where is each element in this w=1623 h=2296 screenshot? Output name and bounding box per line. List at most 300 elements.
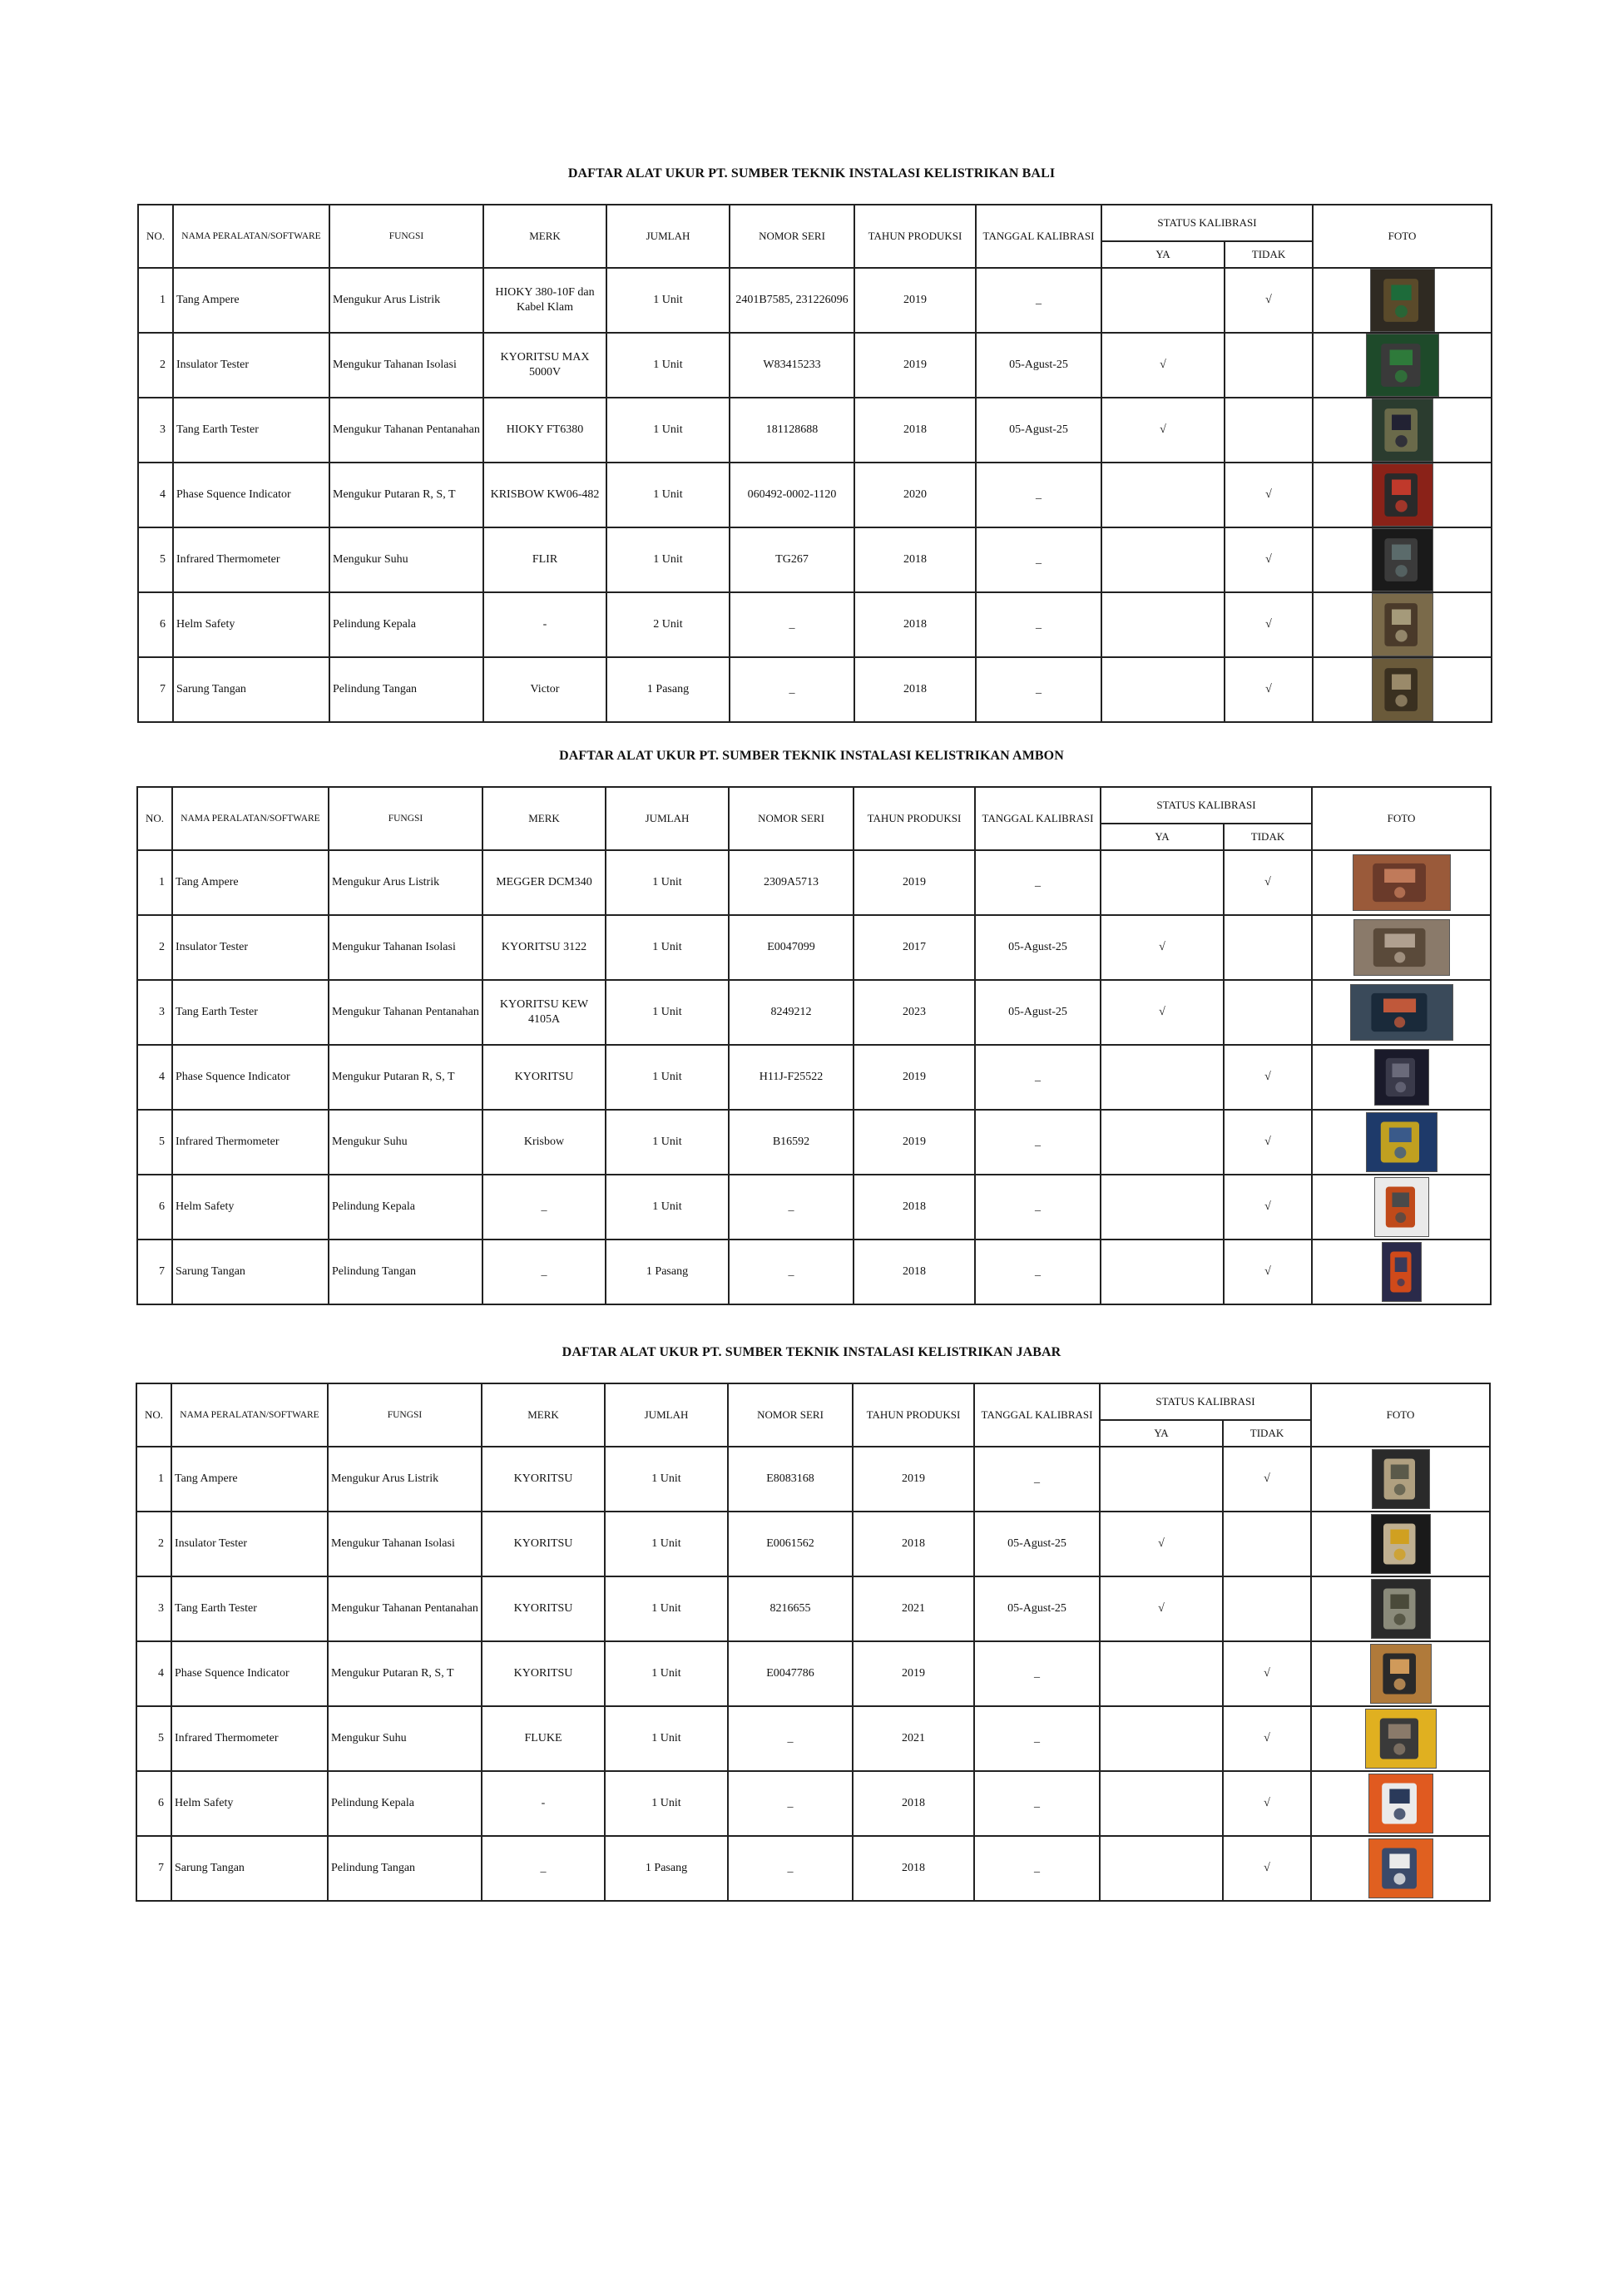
cell-nomor-seri: E8083168 — [728, 1447, 853, 1512]
cell-no: 2 — [136, 1512, 171, 1576]
cell-fungsi: Mengukur Arus Listrik — [328, 1447, 482, 1512]
equipment-photo — [1368, 1774, 1433, 1833]
cell-nomor-seri: _ — [728, 1836, 853, 1901]
cell-jumlah: 1 Unit — [606, 398, 730, 463]
cell-jumlah: 1 Unit — [605, 1512, 728, 1576]
cell-fungsi: Mengukur Putaran R, S, T — [328, 1641, 482, 1706]
cell-tidak-check: √ — [1223, 1771, 1311, 1836]
equipment-photo — [1372, 658, 1433, 721]
cell-tidak-check: √ — [1223, 1447, 1311, 1512]
cell-tidak-check: √ — [1223, 1641, 1311, 1706]
table-row — [138, 592, 1492, 657]
cell-foto — [1311, 1706, 1490, 1771]
cell-tidak-check — [1225, 333, 1313, 398]
cell-nama: Insulator Tester — [173, 333, 329, 398]
cell-foto — [1312, 1110, 1491, 1175]
cell-foto — [1311, 1836, 1490, 1901]
cell-nomor-seri: E0047099 — [729, 915, 854, 980]
header-status-kalibrasi: STATUS KALIBRASI — [1101, 205, 1313, 241]
cell-merk: _ — [482, 1175, 606, 1240]
cell-tanggal: _ — [975, 1110, 1101, 1175]
equipment-photo — [1366, 1112, 1437, 1172]
header-status-kalibrasi: STATUS KALIBRASI — [1101, 787, 1312, 824]
equipment-table — [136, 1383, 1491, 1902]
cell-nama: Phase Squence Indicator — [171, 1641, 328, 1706]
cell-tanggal: _ — [975, 1045, 1101, 1110]
cell-ya-check: √ — [1101, 333, 1225, 398]
cell-tidak-check: √ — [1225, 268, 1313, 333]
cell-tanggal: 05-Agust-25 — [976, 398, 1101, 463]
cell-merk: KYORITSU — [482, 1576, 605, 1641]
cell-no: 6 — [137, 1175, 172, 1240]
cell-tahun: 2019 — [853, 1447, 974, 1512]
cell-ya-check: √ — [1101, 980, 1224, 1045]
cell-jumlah: 1 Unit — [606, 527, 730, 592]
cell-fungsi: Mengukur Tahanan Pentanahan — [329, 980, 482, 1045]
header-tahun-produksi: TAHUN PRODUKSI — [854, 205, 976, 268]
cell-ya-check — [1100, 1447, 1223, 1512]
equipment-photo — [1374, 1049, 1429, 1106]
table-row — [138, 333, 1492, 398]
cell-nomor-seri: E0047786 — [728, 1641, 853, 1706]
cell-nomor-seri: W83415233 — [730, 333, 854, 398]
cell-nomor-seri: 2309A5713 — [729, 850, 854, 915]
cell-tahun: 2018 — [854, 527, 976, 592]
cell-no: 5 — [136, 1706, 171, 1771]
cell-jumlah: 1 Unit — [606, 915, 729, 980]
equipment-photo — [1353, 919, 1450, 976]
table-row — [138, 398, 1492, 463]
cell-merk: Krisbow — [482, 1110, 606, 1175]
cell-tanggal: _ — [975, 1240, 1101, 1304]
cell-foto — [1312, 915, 1491, 980]
cell-tidak-check — [1223, 1576, 1311, 1641]
cell-no: 2 — [138, 333, 173, 398]
cell-foto — [1311, 1512, 1490, 1576]
cell-nomor-seri: B16592 — [729, 1110, 854, 1175]
header-nama: NAMA PERALATAN/SOFTWARE — [172, 787, 329, 850]
cell-tahun: 2020 — [854, 463, 976, 527]
cell-tidak-check — [1225, 398, 1313, 463]
cell-foto — [1312, 980, 1491, 1045]
cell-nama: Phase Squence Indicator — [172, 1045, 329, 1110]
cell-tidak-check — [1224, 915, 1312, 980]
equipment-photo — [1372, 1449, 1430, 1509]
cell-no: 7 — [137, 1240, 172, 1304]
cell-tidak-check: √ — [1224, 850, 1312, 915]
cell-tahun: 2018 — [853, 1512, 974, 1576]
cell-foto — [1312, 1175, 1491, 1240]
cell-tanggal: _ — [976, 592, 1101, 657]
cell-nama: Infrared Thermometer — [173, 527, 329, 592]
header-tidak: TIDAK — [1223, 1420, 1311, 1447]
cell-fungsi: Mengukur Tahanan Pentanahan — [329, 398, 483, 463]
cell-ya-check: √ — [1101, 915, 1224, 980]
cell-ya-check — [1100, 1706, 1223, 1771]
header-jumlah: JUMLAH — [606, 787, 729, 850]
cell-foto — [1313, 463, 1492, 527]
cell-tanggal: _ — [974, 1706, 1100, 1771]
table-row — [136, 1836, 1490, 1901]
cell-merk: FLUKE — [482, 1706, 605, 1771]
cell-ya-check — [1101, 592, 1225, 657]
cell-tanggal: _ — [976, 527, 1101, 592]
cell-merk: KRISBOW KW06-482 — [483, 463, 606, 527]
cell-no: 1 — [136, 1447, 171, 1512]
cell-ya-check — [1101, 850, 1224, 915]
cell-tahun: 2021 — [853, 1576, 974, 1641]
table-header-row — [137, 787, 1491, 824]
cell-nama: Sarung Tangan — [171, 1836, 328, 1901]
cell-tahun: 2019 — [854, 850, 975, 915]
cell-nama: Helm Safety — [171, 1771, 328, 1836]
table-row — [137, 1110, 1491, 1175]
cell-no: 1 — [138, 268, 173, 333]
cell-tanggal: _ — [974, 1447, 1100, 1512]
cell-tahun: 2018 — [853, 1771, 974, 1836]
cell-jumlah: 1 Unit — [606, 850, 729, 915]
cell-nama: Sarung Tangan — [173, 657, 329, 722]
cell-no: 7 — [138, 657, 173, 722]
cell-nomor-seri: _ — [730, 657, 854, 722]
cell-merk: - — [482, 1771, 605, 1836]
header-nama: NAMA PERALATAN/SOFTWARE — [173, 205, 329, 268]
cell-tahun: 2019 — [854, 268, 976, 333]
cell-tahun: 2018 — [854, 398, 976, 463]
cell-merk: KYORITSU — [482, 1641, 605, 1706]
section-title: DAFTAR ALAT UKUR PT. SUMBER TEKNIK INSTALASI KELISTRIKAN AMBON — [559, 749, 1064, 763]
header-tahun-produksi: TAHUN PRODUKSI — [854, 787, 975, 850]
cell-fungsi: Mengukur Arus Listrik — [329, 268, 483, 333]
cell-tanggal: _ — [974, 1641, 1100, 1706]
cell-nomor-seri: 181128688 — [730, 398, 854, 463]
cell-tanggal: 05-Agust-25 — [975, 915, 1101, 980]
cell-tahun: 2018 — [854, 657, 976, 722]
cell-ya-check — [1101, 268, 1225, 333]
cell-jumlah: 1 Unit — [606, 1110, 729, 1175]
cell-no: 1 — [137, 850, 172, 915]
cell-foto — [1313, 333, 1492, 398]
cell-no: 6 — [138, 592, 173, 657]
cell-fungsi: Pelindung Tangan — [329, 1240, 482, 1304]
cell-nama: Sarung Tangan — [172, 1240, 329, 1304]
cell-tanggal: _ — [976, 463, 1101, 527]
cell-foto — [1311, 1576, 1490, 1641]
cell-merk: _ — [482, 1836, 605, 1901]
header-ya: YA — [1101, 824, 1224, 850]
cell-foto — [1313, 268, 1492, 333]
equipment-photo — [1368, 1838, 1433, 1898]
section-title: DAFTAR ALAT UKUR PT. SUMBER TEKNIK INSTALASI KELISTRIKAN JABAR — [562, 1345, 1061, 1359]
header-status-kalibrasi: STATUS KALIBRASI — [1100, 1383, 1311, 1420]
cell-tahun: 2019 — [854, 1045, 975, 1110]
cell-tidak-check: √ — [1224, 1240, 1312, 1304]
cell-nomor-seri: _ — [728, 1771, 853, 1836]
cell-ya-check — [1101, 1175, 1224, 1240]
header-fungsi: FUNGSI — [329, 787, 482, 850]
table-row — [138, 463, 1492, 527]
table-row — [137, 1175, 1491, 1240]
cell-tanggal: _ — [974, 1771, 1100, 1836]
cell-nama: Tang Earth Tester — [171, 1576, 328, 1641]
cell-jumlah: 1 Unit — [606, 268, 730, 333]
table-row — [136, 1447, 1490, 1512]
equipment-photo — [1374, 1177, 1429, 1237]
cell-fungsi: Mengukur Tahanan Isolasi — [329, 915, 482, 980]
cell-tanggal: _ — [974, 1836, 1100, 1901]
header-tidak: TIDAK — [1225, 241, 1313, 268]
table-row — [136, 1576, 1490, 1641]
cell-foto — [1312, 1045, 1491, 1110]
cell-merk: FLIR — [483, 527, 606, 592]
equipment-photo — [1372, 398, 1433, 462]
cell-tidak-check: √ — [1224, 1045, 1312, 1110]
cell-no: 7 — [136, 1836, 171, 1901]
cell-merk: KYORITSU — [482, 1512, 605, 1576]
cell-nama: Tang Earth Tester — [173, 398, 329, 463]
cell-no: 3 — [137, 980, 172, 1045]
cell-nama: Infrared Thermometer — [172, 1110, 329, 1175]
cell-merk: MEGGER DCM340 — [482, 850, 606, 915]
cell-foto — [1313, 527, 1492, 592]
cell-fungsi: Mengukur Tahanan Isolasi — [328, 1512, 482, 1576]
cell-jumlah: 1 Unit — [606, 1045, 729, 1110]
table-row — [138, 268, 1492, 333]
cell-ya-check — [1101, 527, 1225, 592]
cell-tahun: 2023 — [854, 980, 975, 1045]
cell-jumlah: 1 Unit — [606, 333, 730, 398]
cell-nama: Tang Ampere — [172, 850, 329, 915]
cell-jumlah: 1 Pasang — [606, 1240, 729, 1304]
cell-tahun: 2018 — [853, 1836, 974, 1901]
cell-tahun: 2018 — [854, 1175, 975, 1240]
cell-jumlah: 1 Unit — [605, 1447, 728, 1512]
cell-tidak-check: √ — [1224, 1110, 1312, 1175]
cell-tahun: 2018 — [854, 1240, 975, 1304]
equipment-photo — [1353, 854, 1451, 911]
cell-merk: KYORITSU KEW 4105A — [482, 980, 606, 1045]
equipment-photo — [1372, 463, 1433, 527]
header-tanggal-kalibrasi: TANGGAL KALIBRASI — [975, 787, 1101, 850]
cell-tidak-check: √ — [1223, 1836, 1311, 1901]
header-jumlah: JUMLAH — [605, 1383, 728, 1447]
cell-fungsi: Pelindung Kepala — [329, 592, 483, 657]
cell-nomor-seri: 8216655 — [728, 1576, 853, 1641]
equipment-photo — [1366, 334, 1439, 397]
equipment-photo — [1371, 1514, 1431, 1574]
table-row — [137, 1240, 1491, 1304]
cell-tidak-check — [1223, 1512, 1311, 1576]
header-ya: YA — [1100, 1420, 1223, 1447]
cell-jumlah: 1 Unit — [606, 1175, 729, 1240]
cell-ya-check — [1101, 1240, 1224, 1304]
cell-nama: Tang Earth Tester — [172, 980, 329, 1045]
header-tanggal-kalibrasi: TANGGAL KALIBRASI — [976, 205, 1101, 268]
cell-fungsi: Mengukur Putaran R, S, T — [329, 463, 483, 527]
header-foto: FOTO — [1311, 1383, 1490, 1447]
cell-jumlah: 1 Unit — [605, 1771, 728, 1836]
header-no: NO. — [138, 205, 173, 268]
cell-tanggal: _ — [976, 268, 1101, 333]
cell-foto — [1313, 592, 1492, 657]
equipment-table — [137, 204, 1492, 723]
cell-jumlah: 1 Pasang — [606, 657, 730, 722]
cell-no: 4 — [137, 1045, 172, 1110]
cell-ya-check: √ — [1101, 398, 1225, 463]
equipment-photo — [1350, 984, 1453, 1041]
cell-tanggal: 05-Agust-25 — [974, 1512, 1100, 1576]
cell-foto — [1311, 1771, 1490, 1836]
cell-fungsi: Mengukur Suhu — [329, 527, 483, 592]
header-merk: MERK — [482, 1383, 605, 1447]
cell-tanggal: 05-Agust-25 — [974, 1576, 1100, 1641]
cell-tahun: 2019 — [853, 1641, 974, 1706]
cell-tidak-check: √ — [1225, 592, 1313, 657]
cell-tanggal: 05-Agust-25 — [976, 333, 1101, 398]
cell-nomor-seri: _ — [729, 1175, 854, 1240]
cell-nama: Helm Safety — [172, 1175, 329, 1240]
cell-jumlah: 1 Unit — [606, 980, 729, 1045]
cell-nomor-seri: TG267 — [730, 527, 854, 592]
cell-fungsi: Mengukur Arus Listrik — [329, 850, 482, 915]
cell-nomor-seri: 8249212 — [729, 980, 854, 1045]
cell-merk: Victor — [483, 657, 606, 722]
cell-ya-check — [1101, 463, 1225, 527]
cell-ya-check: √ — [1100, 1512, 1223, 1576]
header-fungsi: FUNGSI — [329, 205, 483, 268]
cell-nomor-seri: _ — [730, 592, 854, 657]
cell-nomor-seri: E0061562 — [728, 1512, 853, 1576]
cell-tahun: 2018 — [854, 592, 976, 657]
cell-tanggal: _ — [975, 1175, 1101, 1240]
table-row — [138, 657, 1492, 722]
cell-tahun: 2021 — [853, 1706, 974, 1771]
table-row — [137, 1045, 1491, 1110]
cell-tidak-check: √ — [1225, 657, 1313, 722]
table-row — [138, 527, 1492, 592]
cell-foto — [1312, 1240, 1491, 1304]
cell-ya-check — [1101, 1045, 1224, 1110]
cell-foto — [1311, 1641, 1490, 1706]
cell-ya-check — [1100, 1836, 1223, 1901]
cell-tanggal: _ — [975, 850, 1101, 915]
cell-tahun: 2019 — [854, 1110, 975, 1175]
equipment-photo — [1372, 528, 1433, 591]
header-tidak: TIDAK — [1224, 824, 1312, 850]
header-fungsi: FUNGSI — [328, 1383, 482, 1447]
header-no: NO. — [137, 787, 172, 850]
cell-ya-check — [1101, 657, 1225, 722]
cell-fungsi: Mengukur Suhu — [329, 1110, 482, 1175]
cell-tanggal: 05-Agust-25 — [975, 980, 1101, 1045]
cell-merk: KYORITSU MAX 5000V — [483, 333, 606, 398]
cell-nomor-seri: 2401B7585, 231226096 — [730, 268, 854, 333]
cell-merk: HIOKY FT6380 — [483, 398, 606, 463]
cell-fungsi: Pelindung Kepala — [328, 1771, 482, 1836]
cell-jumlah: 1 Unit — [605, 1576, 728, 1641]
header-nomor-seri: NOMOR SERI — [729, 787, 854, 850]
cell-nama: Infrared Thermometer — [171, 1706, 328, 1771]
cell-no: 4 — [136, 1641, 171, 1706]
cell-tidak-check: √ — [1223, 1706, 1311, 1771]
table-row — [137, 980, 1491, 1045]
cell-tahun: 2019 — [854, 333, 976, 398]
cell-nomor-seri: _ — [729, 1240, 854, 1304]
header-ya: YA — [1101, 241, 1225, 268]
table-row — [136, 1512, 1490, 1576]
cell-merk: HIOKY 380-10F dan Kabel Klam — [483, 268, 606, 333]
cell-nama: Insulator Tester — [172, 915, 329, 980]
cell-fungsi: Mengukur Tahanan Isolasi — [329, 333, 483, 398]
section-title: DAFTAR ALAT UKUR PT. SUMBER TEKNIK INSTALASI KELISTRIKAN BALI — [567, 166, 1056, 181]
cell-merk: _ — [482, 1240, 606, 1304]
header-nomor-seri: NOMOR SERI — [730, 205, 854, 268]
equipment-photo — [1370, 269, 1435, 332]
equipment-photo — [1371, 1579, 1431, 1639]
cell-tidak-check — [1224, 980, 1312, 1045]
cell-nama: Phase Squence Indicator — [173, 463, 329, 527]
header-merk: MERK — [483, 205, 606, 268]
cell-nomor-seri: 060492-0002-1120 — [730, 463, 854, 527]
cell-nomor-seri: _ — [728, 1706, 853, 1771]
equipment-photo — [1365, 1709, 1437, 1769]
cell-jumlah: 2 Unit — [606, 592, 730, 657]
cell-nama: Tang Ampere — [173, 268, 329, 333]
cell-tidak-check: √ — [1225, 527, 1313, 592]
cell-foto — [1313, 398, 1492, 463]
cell-no: 2 — [137, 915, 172, 980]
cell-ya-check: √ — [1100, 1576, 1223, 1641]
table-row — [137, 850, 1491, 915]
cell-jumlah: 1 Unit — [605, 1641, 728, 1706]
cell-no: 4 — [138, 463, 173, 527]
cell-nama: Insulator Tester — [171, 1512, 328, 1576]
header-tanggal-kalibrasi: TANGGAL KALIBRASI — [974, 1383, 1100, 1447]
table-header-row — [138, 205, 1492, 241]
cell-foto — [1312, 850, 1491, 915]
equipment-photo — [1382, 1242, 1422, 1302]
cell-fungsi: Mengukur Tahanan Pentanahan — [328, 1576, 482, 1641]
cell-ya-check — [1100, 1771, 1223, 1836]
cell-fungsi: Pelindung Kepala — [329, 1175, 482, 1240]
header-nama: NAMA PERALATAN/SOFTWARE — [171, 1383, 328, 1447]
cell-fungsi: Pelindung Tangan — [328, 1836, 482, 1901]
header-foto: FOTO — [1313, 205, 1492, 268]
header-nomor-seri: NOMOR SERI — [728, 1383, 853, 1447]
cell-no: 3 — [138, 398, 173, 463]
cell-jumlah: 1 Pasang — [605, 1836, 728, 1901]
cell-merk: KYORITSU — [482, 1045, 606, 1110]
cell-no: 5 — [138, 527, 173, 592]
cell-merk: - — [483, 592, 606, 657]
equipment-table — [136, 786, 1492, 1305]
cell-fungsi: Mengukur Putaran R, S, T — [329, 1045, 482, 1110]
cell-fungsi: Mengukur Suhu — [328, 1706, 482, 1771]
cell-jumlah: 1 Unit — [605, 1706, 728, 1771]
equipment-photo — [1372, 593, 1433, 656]
table-row — [136, 1771, 1490, 1836]
header-foto: FOTO — [1312, 787, 1491, 850]
table-row — [136, 1706, 1490, 1771]
equipment-photo — [1370, 1644, 1432, 1704]
cell-fungsi: Pelindung Tangan — [329, 657, 483, 722]
cell-tidak-check: √ — [1225, 463, 1313, 527]
cell-merk: KYORITSU 3122 — [482, 915, 606, 980]
cell-tidak-check: √ — [1224, 1175, 1312, 1240]
cell-foto — [1311, 1447, 1490, 1512]
cell-nama: Helm Safety — [173, 592, 329, 657]
header-tahun-produksi: TAHUN PRODUKSI — [853, 1383, 974, 1447]
